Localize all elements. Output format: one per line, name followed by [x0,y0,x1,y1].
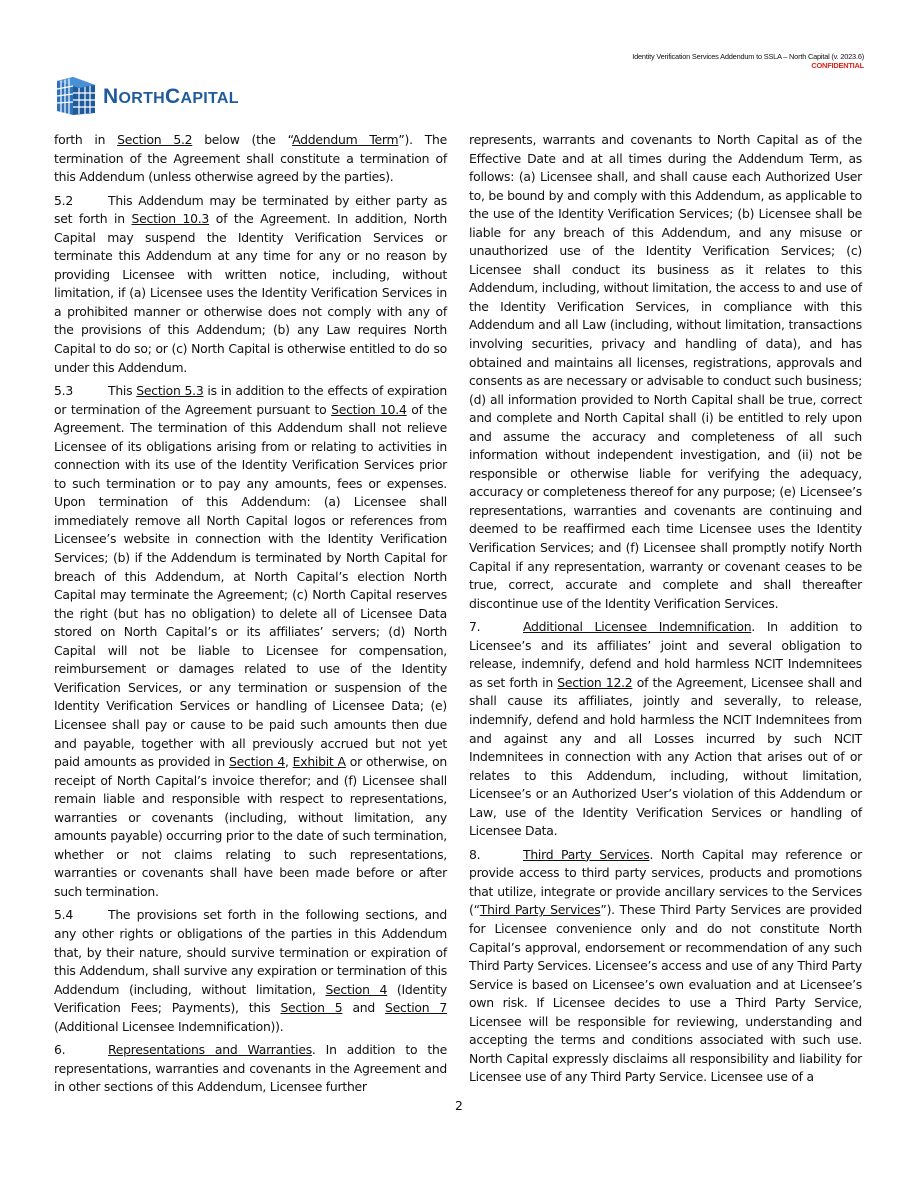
section-heading: Additional Licensee Indemnification [523,619,752,635]
section-link[interactable]: Section 4 [229,754,285,770]
left-column [54,131,447,1102]
section-heading: Third Party Services [523,846,650,862]
section-link[interactable]: Section 4 [325,981,388,997]
paragraph-5-2: 5.2 This Addendum may be terminated by either party as set forth in Section 10.3 of the Agreement. In addition, North Capital may suspend the Identity Verification Services or terminate this Addendum at any time for any or no reason by providing Licensee with written notice, including, without limitation, if (a) Licensee uses the Identity Verification Services in a prohibited manner or otherwise does not comply with any of the provisions of this Addendum; (b) any Law requires North Capital to do so; or (c) North Capital is otherwise entitled to do so under this Addendum. [54,192,448,375]
document-header [632,52,864,70]
section-number: 5.3 [54,383,73,399]
section-number: 5.2 [54,192,73,208]
paragraph-5-1-continued: forth in Section 5.2 below (the “Addendum Term”). The termination of the Agreement shall constitute a termination of this Addendum (unless otherwise agreed by the parties). [54,132,448,185]
north-capital-logo [55,73,239,117]
paragraph-5-3: 5.3 This Section 5.3 is in addition to the effects of expiration or termination of the Agreement pursuant to Section 10.4 of the Agreement. The termination of this Addendum shall not relieve Licensee of its obligations arising from or relating to activities in connection with its use of the Identity Verification Services prior to such termination or to pay any amounts, fees or expenses. Upon termination of this Addendum: (a) Licensee shall immediately remove all North Capital logos or references from Licensee’s website in connection with the Identity Verification Services; (b) if the Addendum is terminated by North Capital for breach of this Addendum, at North Capital’s election North Capital may terminate the Agreement; (c) North Capital reserves the right (but has no obligation) to delete all of Licensee Data stored on North Capital’s or its affiliates’ servers; (d) North Capital will not be liable to Licensee for compensation, reimbursement or damages related to use of the Identity Verification Services, or any termination or suspension of the Identity Verification Services or handling of Licensee Data; (e) Licensee shall pay or cause to be paid such amounts then due and payable, together with all previously accrued but not yet paid amounts as provided in Section 4, Exhibit A or otherwise, on receipt of North Capital’s invoice therefor; and (f) Licensee shall remain liable and responsible with respect to representations, warranties or covenants (including, without limitation, any amounts payable) occurring prior to the date of such termination, whether or not claims relating to such representations, warranties or covenants shall have been made before or after such termination. [54,383,448,899]
section-link[interactable]: Section 10.3 [131,211,210,227]
paragraph-5-4: 5.4 The provisions set forth in the following sections, and any other rights or obligations of the parties in this Addendum that, by their nature, should survive termination or expiration of this Addendum, shall survive any expiration or termination of this Addendum (including, without limitation, Section 4 (Identity Verification Fees; Payments), this Section 5 and Section 7 (Additional Licensee Indemnification)). [54,907,448,1034]
page-number: 2 [455,1098,463,1113]
section-heading: Representations and Warranties [108,1042,312,1058]
logo-wordmark: NORTHCAPITAL [103,85,239,108]
section-link[interactable]: Section 5 [280,1000,343,1016]
document-title: Identity Verification Services Addendum to SSLA – North Capital (v. 2023.6) [632,52,864,61]
section-link[interactable]: Section 7 [385,1000,448,1016]
paragraph-7: 7. Additional Licensee Indemnification. In addition to Licensee’s and its affiliates’ joint and several obligation to release, indemnify, defend and hold harmless NCIT Indemnitees as set forth in Section 12.2 of the Agreement, Licensee shall and shall cause its affiliates, jointly and severally, to release, indemnify, defend and hold harmless the NCIT Indemnitees from and against any and all Losses incurred by such NCIT Indemnitees in connection with any Action that arises out of or relates to this Addendum, including, without limitation, Licensee’s or an Authorized User’s violation of this Addendum or Law, use of the Identity Verification Services or handling of Licensee Data. [469,619,862,839]
section-link[interactable]: Section 5.3 [136,383,204,399]
exhibit-link[interactable]: Exhibit A [292,754,346,770]
section-number: 8. [469,846,481,862]
building-icon [55,73,97,117]
defined-term: Third Party Services [479,902,601,918]
section-number: 5.4 [54,907,73,923]
section-link[interactable]: Section 10.4 [331,401,407,417]
section-number: 7. [469,619,481,635]
paragraph-6-continued: represents, warrants and covenants to North Capital as of the Effective Date and at all times during the Addendum Term, as follows: (a) Licensee shall, and shall cause each Authorized User to, be bound by and comply with this Addendum, as applicable to the use of the Identity Verification Services; (b) Licensee shall be liable for any breach of this Addendum, and any misuse or unauthorized use of the Identity Verification Services; (c) Licensee shall conduct its business as it relates to this Addendum, including, without limitation, the access to and use of the Identity Verification Services, in compliance with this Addendum and all Law (including, without limitation, transactions involving securities, privacy and handling of data), and has obtained and maintains all licenses, registrations, approvals and consents as are necessary or advisable to conduct such business; (d) all information provided to North Capital shall be true, correct and complete and North Capital shall (i) be entitled to rely upon and assume the accuracy and completeness of all such information without independent investigation, and (ii) not be responsible or otherwise liable for verifying the adequacy, accuracy or completeness thereof for any purpose; (e) Licensee’s representations, warranties and covenants are continuing and deemed to be reaffirmed each time Licensee uses the Identity Verification Services; and (f) Licensee shall promptly notify North Capital if any representation, warranty or covenant ceases to be true, correct, accurate and complete and shall thereafter discontinue use of the Identity Verification Services. [469,132,862,611]
paragraph-8: 8. Third Party Services. North Capital may reference or provide access to third party services, products and promotions that utilize, integrate or provide ancillary services to the Services (“Third Party Services”). These Third Party Services are provided for Licensee convenience only and do not constitute North Capital’s approval, endorsement or recommendation of any such Third Party Services. Licensee’s access and use of any Third Party Service is based on Licensee’s own evaluation and at Licensee’s own risk. If Licensee decides to use a Third Party Service, Licensee will be responsible for reviewing, understanding and accepting the terms and conditions associated with such use. North Capital expressly disclaims all responsibility and liability for Licensee use of any Third Party Service. Licensee use of a [469,846,863,1085]
defined-term: Addendum Term [292,132,399,147]
section-link[interactable]: Section 12.2 [557,674,633,690]
right-column [469,131,862,1092]
section-number: 6. [54,1042,66,1058]
confidential-label: CONFIDENTIAL [811,61,864,70]
section-link[interactable]: Section 5.2 [117,132,193,147]
paragraph-6: 6. Representations and Warranties. In addition to the representations, warranties and covenants in the Agreement and in other sections of this Addendum, Licensee further [54,1042,447,1095]
